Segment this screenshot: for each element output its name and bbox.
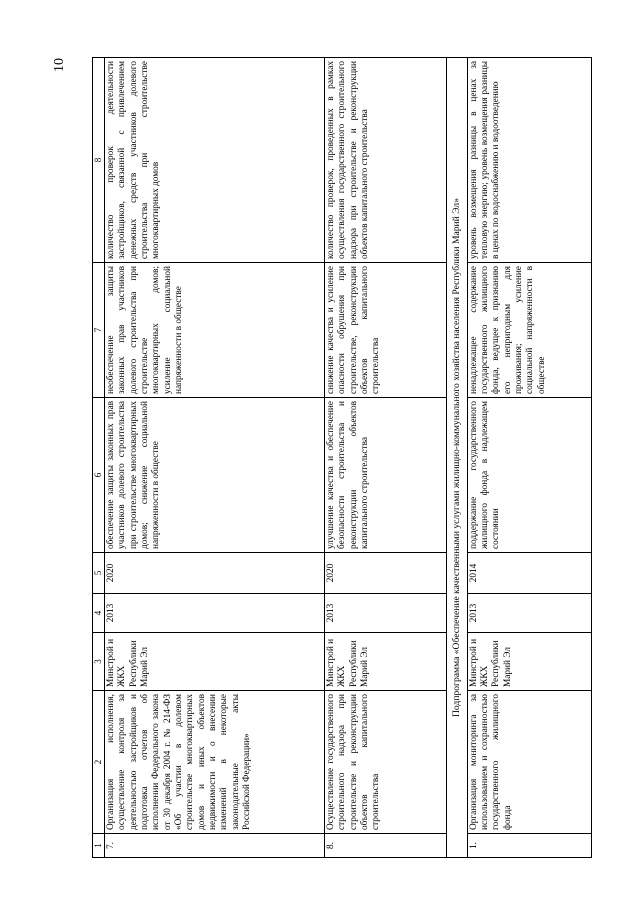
- indicator-cell: количество проверок, проведенных в рамках осуществления государственного строительного надзора при строительстве и реконструкции объектов капитального строительства: [324, 58, 446, 263]
- start-year-cell: 2013: [324, 594, 446, 633]
- start-year-cell: 2013: [467, 594, 591, 633]
- executor-cell: Минстрой и ЖКХ Республики Марий Эл: [324, 633, 446, 691]
- consequences-cell: необеспечение защиты законных прав участников долевого строительства при строительстве многоквартирных домов; усиление социальной напряженности в обществе: [104, 263, 324, 398]
- row-number: 1.: [467, 834, 591, 858]
- column-number: 6: [93, 398, 105, 553]
- subprogram-row: [446, 58, 467, 858]
- end-year-cell: 2020: [104, 553, 324, 594]
- row-number: 7.: [104, 834, 324, 858]
- activity-cell: Организация мониторинга за использованием и сохранностью государственного жилищного фонда: [467, 691, 591, 834]
- result-cell: улучшение качества и обеспечение безопасности строительства и реконструкции объектов капитального строительства: [324, 398, 446, 553]
- activity-cell: Организация исполнения, осуществление контроля за деятельностью застройщиков и подготовка отчетов об исполнении Федерального закона от 30 декабря 2004 г. № 214-ФЗ «Об участии в долевом строительстве многоквартирных домов и иных объектов недвижимости и о внесении изменений в некоторые законодательные акты Российской Федерации»: [104, 691, 324, 834]
- result-cell: поддержание государственного жилищного фонда в надлежащем состоянии: [467, 398, 591, 553]
- result-cell: обеспечение защиты законных прав участников долевого строительства при строительстве многоквартирных домов; снижение социальной напряженности в обществе: [104, 398, 324, 553]
- column-number: 5: [93, 553, 105, 594]
- column-number-row: [93, 58, 105, 858]
- measures-table: [92, 57, 592, 858]
- column-number: 3: [93, 633, 105, 691]
- consequences-cell: ненадлежащее содержание государственного жилищного фонда, ведущее к признанию его непригодным для проживания; усиление социальной напряженности в обществе: [467, 263, 591, 398]
- column-number: 4: [93, 594, 105, 633]
- end-year-cell: 2014: [467, 553, 591, 594]
- subprogram-title: Подпрограмма «Обеспечение качественными услугами жилищно-коммунального хозяйства населения Республики Марий Эл»: [446, 58, 467, 858]
- executor-cell: Минстрой и ЖКХ Республики Марий Эл: [104, 633, 324, 691]
- column-number: 7: [93, 263, 105, 398]
- consequences-cell: снижение качества и усиление опасности обрушения при строительстве, реконструкции объектов капитального строительства: [324, 263, 446, 398]
- column-number: 1: [93, 834, 105, 858]
- column-number: 2: [93, 691, 105, 834]
- end-year-cell: 2020: [324, 553, 446, 594]
- executor-cell: Минстрой и ЖКХ Республики Марий Эл: [467, 633, 591, 691]
- activity-cell: Осуществление государственного строительного надзора при строительстве и реконструкции объектов капитального строительства: [324, 691, 446, 834]
- indicator-cell: уровень возмещения разницы в ценах за тепловую энергию; уровень возмещения разницы в ценах по водоснабжению и водоотведению: [467, 58, 591, 263]
- rotated-page-content: [52, 58, 604, 858]
- row-number: 8.: [324, 834, 446, 858]
- page-number: 10: [52, 58, 67, 72]
- start-year-cell: 2013: [104, 594, 324, 633]
- table-row: [104, 58, 324, 858]
- table-row: [467, 58, 591, 858]
- table-row: [324, 58, 446, 858]
- indicator-cell: количество проверок деятельности застройщиков, связанной с привлечением денежных средств участников долевого строительства при строительстве многоквартирных домов: [104, 58, 324, 263]
- column-number: 8: [93, 58, 105, 263]
